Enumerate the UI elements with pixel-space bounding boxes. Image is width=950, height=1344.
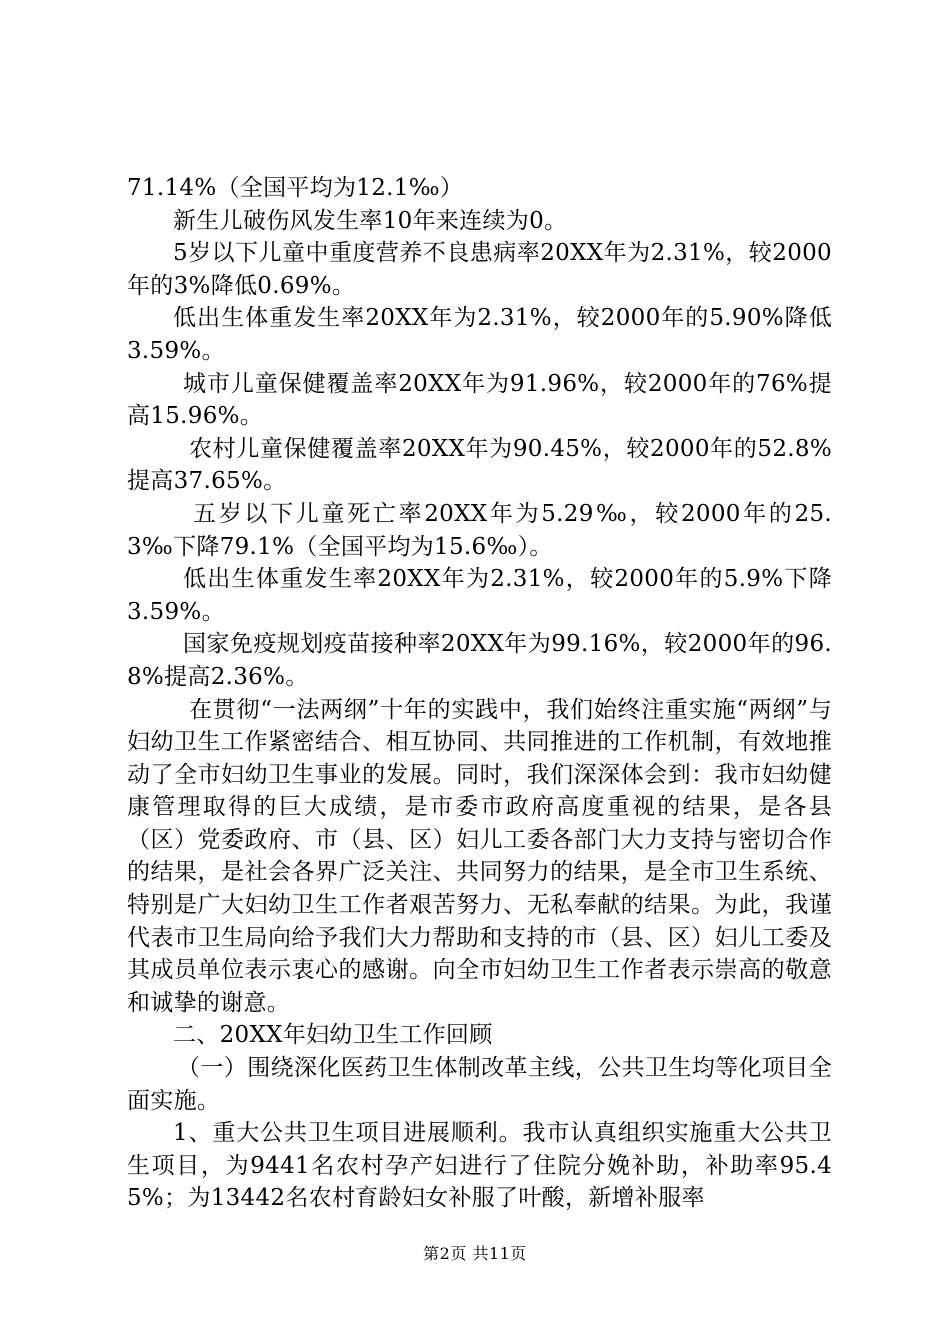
paragraph-tetanus-rate: 新生儿破伤风发生率10年来连续为0。 <box>173 207 568 234</box>
paragraph-low-birth-weight-2: 低出生体重发生率20XX年为2.31%，较2000年的5.9%下降3.59%。 <box>127 566 832 625</box>
paragraph-urban-child-care: 城市儿童保健覆盖率20XX年为91.96%，较2000年的76%提高15.96%。 <box>127 370 832 430</box>
paragraph-low-birth-weight: 低出生体重发生率20XX年为2.31%，较2000年的5.90%降低3.59%。 <box>127 305 832 364</box>
paragraph-public-health-projects: 1、重大公共卫生项目进展顺利。我市认真组织实施重大公共卫生项目，为9441名农村孕产妇进行了住院分娩补助，补助率95.45%；为13442名农村育龄妇女补服了叶酸，新增补服率 <box>127 1120 832 1212</box>
paragraph-malnutrition-rate: 5岁以下儿童中重度营养不良患病率20XX年为2.31%，较2000年的3%降低0.69%。 <box>127 240 832 299</box>
subsection-heading-reform: （一）围绕深化医药卫生体制改革主线，公共卫生均等化项目全面实施。 <box>127 1055 832 1114</box>
paragraph-rural-child-care: 农村儿童保健覆盖率20XX年为90.45%，较2000年的52.8%提高37.65%。 <box>127 435 832 495</box>
paragraph-under-five-mortality: 五岁以下儿童死亡率20XX年为5.29‰，较2000年的25.3‰下降79.1%（全国平均为15.6‰）。 <box>127 500 832 560</box>
paragraph-practice-summary: 在贯彻“一法两纲”十年的实践中，我们始终注重实施“两纲”与妇幼卫生工作紧密结合、相互协同、共同推进的工作机制，有效地推动了全市妇幼卫生事业的发展。同时，我们深深体会到：我市妇幼健康管理取得的巨大成绩，是市委市政府高度重视的结果，是各县（区）党委政府、市（县、区）妇儿工委各部门大力支持与密切合作的结果，是社会各界广泛关注、共同努力的结果，是全市卫生系统、特别是广大妇幼卫生工作者艰苦努力、无私奉献的结果。为此，我谨代表市卫生局向给予我们大力帮助和支持的市（县、区）妇儿工委及其成员单位表示衷心的感谢。向全市妇幼卫生工作者表示崇高的敬意和诚挚的谢意。 <box>127 696 832 1016</box>
paragraph-continuation: 71.14%（全国平均为12.1‰） <box>127 175 464 201</box>
paragraph-immunization-rate: 国家免疫规划疫苗接种率20XX年为99.16%，较2000年的96.8%提高2.36%。 <box>127 631 832 690</box>
page-footer: 第2页 共11页 <box>423 1244 527 1263</box>
document-body <box>127 172 832 1215</box>
section-heading-review: 二、20XX年妇幼卫生工作回顾 <box>173 1022 493 1049</box>
